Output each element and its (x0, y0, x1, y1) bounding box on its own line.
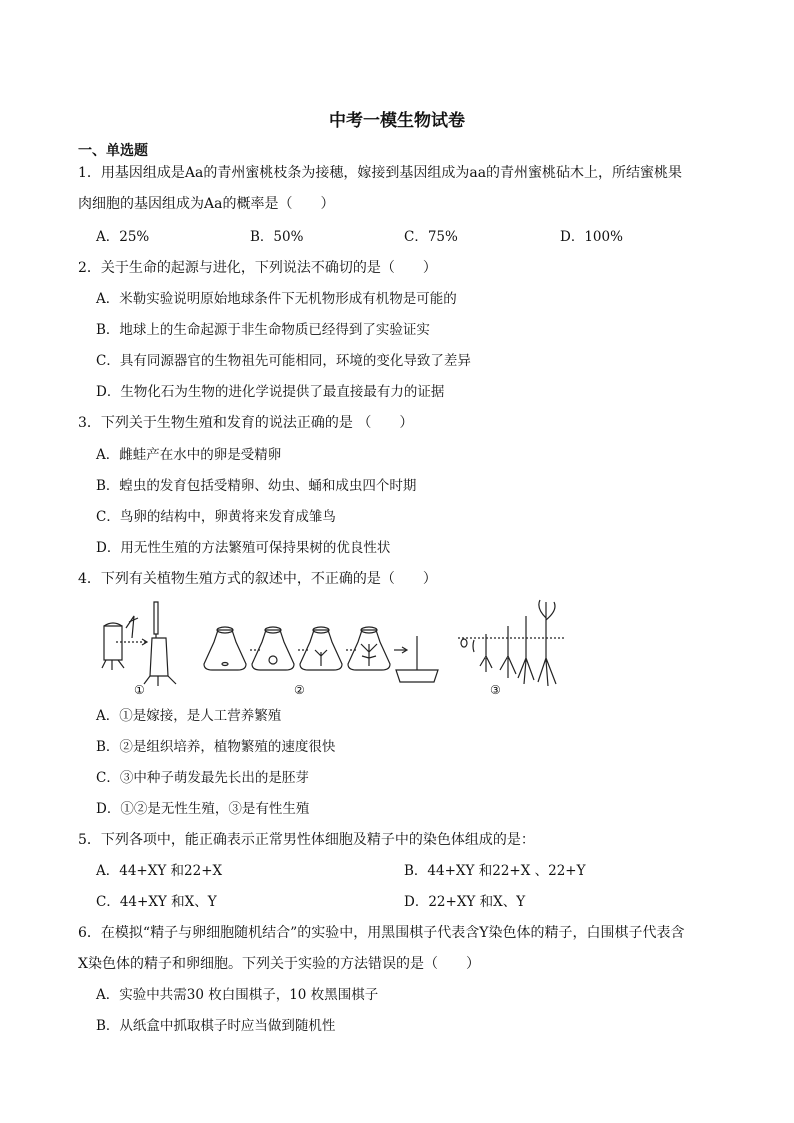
section-heading: 一、单选题 (78, 143, 148, 159)
q1-stem-line1: 1．用基因组成是Aa的青州蜜桃枝条为接穗，嫁接到基因组成为aa的青州蜜桃砧木上，所结蜜桃果 (78, 165, 683, 181)
q2-option-b: B．地球上的生命起源于非生命物质已经得到了实验证实 (96, 322, 430, 338)
q6-option-b: B．从纸盒中抓取棋子时应当做到随机性 (96, 1018, 336, 1034)
q6-option-a: A．实验中共需30 枚白围棋子，10 枚黑围棋子 (96, 987, 379, 1003)
q4-stem: 4．下列有关植物生殖方式的叙述中，不正确的是（ ） (78, 571, 437, 587)
q5-option-c: C．44+XY 和X、Y (96, 894, 217, 910)
figure-label-1: ① (134, 683, 145, 697)
seed-germination-illustration (458, 600, 566, 686)
q4-option-c: C．③中种子萌发最先长出的是胚芽 (96, 770, 309, 786)
tissue-culture-illustration (204, 627, 438, 682)
plant-reproduction-figure (96, 598, 566, 698)
q1-stem-line2: 肉细胞的基因组成为Aa的概率是（ ） (78, 196, 335, 212)
q4-option-b: B．②是组织培养，植物繁殖的速度很快 (96, 739, 336, 755)
q1-option-a: A．25% (96, 229, 150, 245)
q6-stem-line2: X染色体的精子和卵细胞。下列关于实验的方法错误的是（ ） (78, 956, 480, 972)
grafting-illustration (102, 602, 176, 686)
q3-option-b: B．蝗虫的发育包括受精卵、幼虫、蛹和成虫四个时期 (96, 478, 417, 494)
q5-stem: 5．下列各项中，能正确表示正常男性体细胞及精子中的染色体组成的是： (78, 832, 535, 848)
q5-option-d: D．22+XY 和X、Y (404, 894, 526, 910)
q1-option-b: B．50% (250, 229, 304, 245)
q2-option-d: D．生物化石为生物的进化学说提供了最直接最有力的证据 (96, 384, 445, 400)
q2-option-a: A．米勒实验说明原始地球条件下无机物形成有机物是可能的 (96, 291, 457, 307)
figure-label-3: ③ (490, 683, 501, 697)
q4-option-d: D．①②是无性生殖，③是有性生殖 (96, 801, 310, 817)
q2-option-c: C．具有同源器官的生物祖先可能相同，环境的变化导致了差异 (96, 353, 471, 369)
q2-stem: 2．关于生命的起源与进化，下列说法不确切的是（ ） (78, 260, 437, 276)
q1-option-d: D．100% (560, 229, 623, 245)
page-title: 中考一模生物试卷 (329, 111, 465, 131)
q5-option-b: B．44+XY 和22+X 、22+Y (404, 863, 586, 879)
figure-drawing (96, 598, 566, 698)
q1-option-c: C．75% (404, 229, 458, 245)
q3-option-d: D．用无性生殖的方法繁殖可保持果树的优良性状 (96, 540, 391, 556)
q5-option-a: A．44+XY 和22+X (96, 863, 223, 879)
q4-option-a: A．①是嫁接，是人工营养繁殖 (96, 708, 282, 724)
figure-label-2: ② (294, 683, 305, 697)
q6-stem-line1: 6．在模拟“精子与卵细胞随机结合”的实验中，用黑围棋子代表含Y染色体的精子，白围棋子代表含 (78, 925, 685, 941)
q3-option-a: A．雌蛙产在水中的卵是受精卵 (96, 447, 282, 463)
q3-option-c: C．鸟卵的结构中，卵黄将来发育成雏鸟 (96, 509, 336, 525)
q3-stem: 3．下列关于生物生殖和发育的说法正确的是 （ ） (78, 415, 414, 431)
